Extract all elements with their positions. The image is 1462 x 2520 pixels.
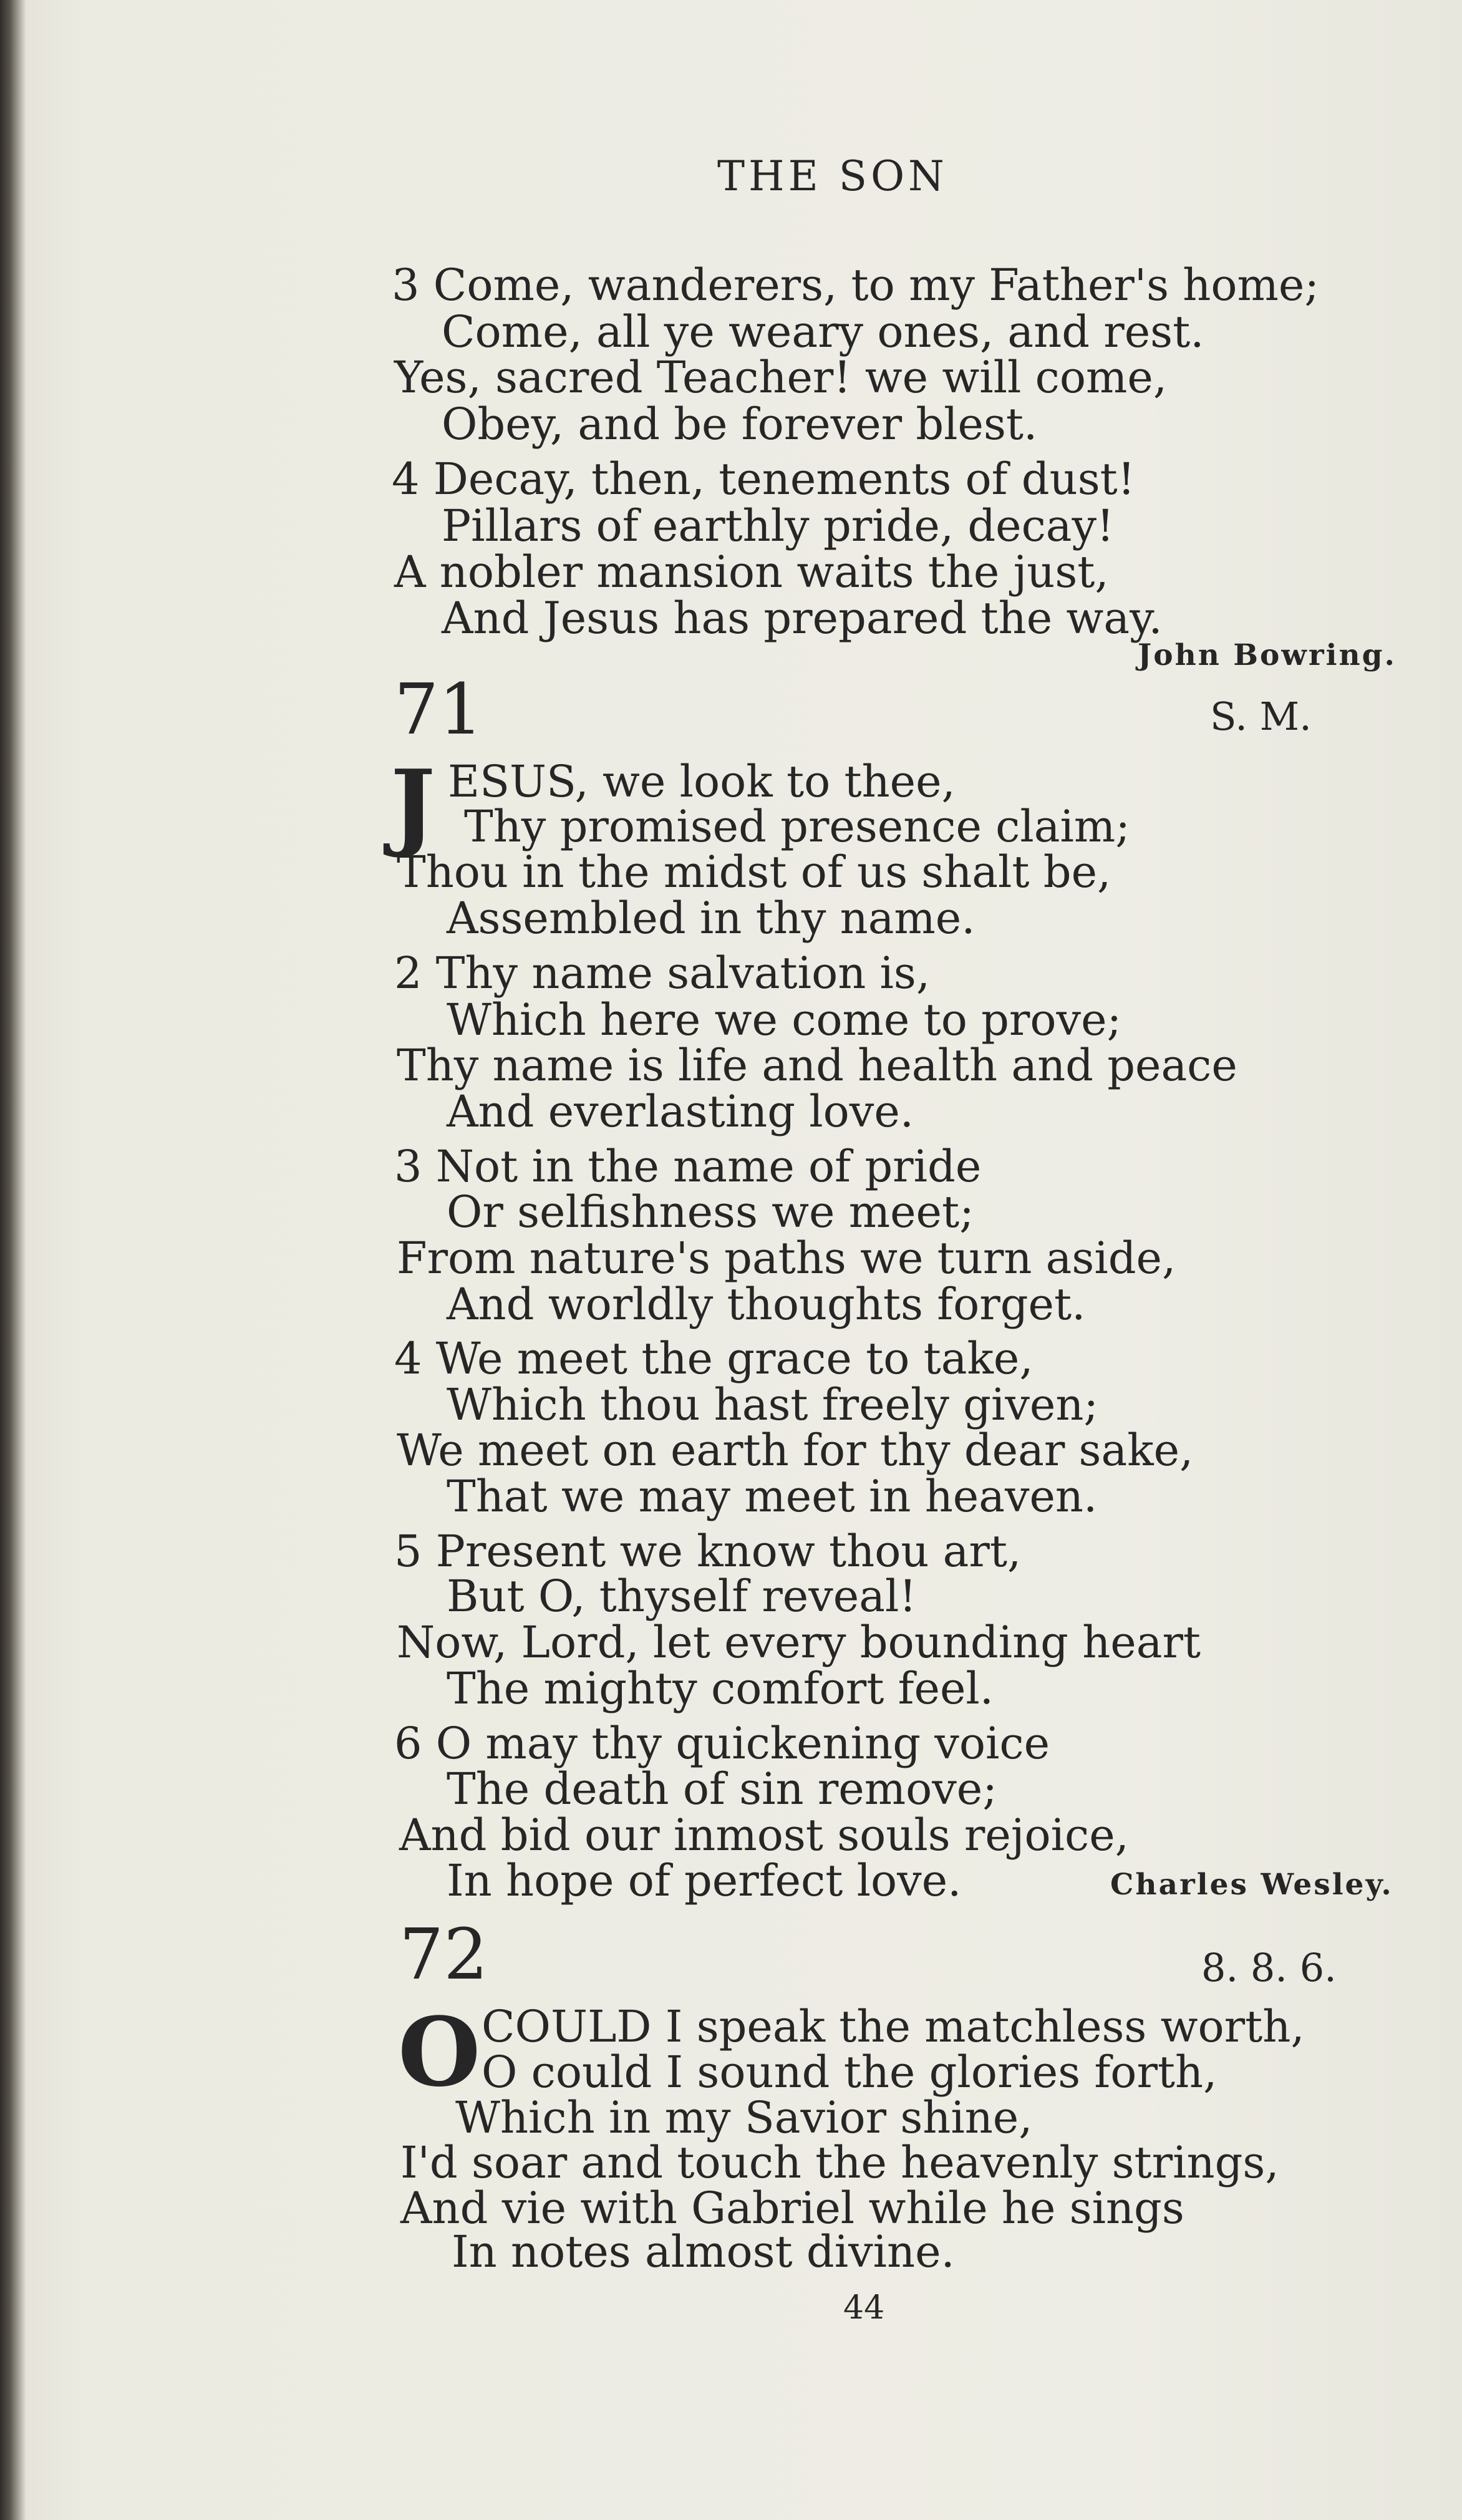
verse-line: Assembled in thy name. [447,893,975,944]
verse-line: And vie with Gabriel while he sings [400,2183,1184,2234]
verse-line: Thy name is life and health and peace [397,1040,1237,1091]
hymn-author: Charles Wesley. [1110,1868,1393,1902]
verse-line: 4 Decay, then, tenements of dust! [392,453,1135,505]
verse-line: Which in my Savior shine, [455,2092,1033,2143]
hymn-number: 72 [399,1914,488,1995]
page-number: 44 [843,2289,885,2327]
verse-line: Pillars of earthly pride, decay! [442,500,1115,551]
verse-line: Which here we come to prove; [447,994,1122,1045]
hymn-number: 71 [394,669,483,750]
verse-line: And Jesus has prepared the way. [442,593,1163,644]
verse-line: And bid our inmost souls rejoice, [399,1810,1129,1861]
verse-line: Yes, sacred Teacher! we will come, [394,352,1168,403]
verse-line: Obey, and be forever blest. [442,399,1038,450]
verse-line: I'd soar and touch the heavenly strings, [400,2137,1279,2188]
verse-line: In notes almost divine. [452,2226,955,2277]
verse-line: From nature's paths we turn aside, [397,1233,1176,1284]
verse-line: We meet on earth for thy dear sake, [397,1425,1194,1476]
drop-cap: J [390,749,435,860]
verse-line: 2 Thy name salvation is, [394,947,931,999]
verse-line: The mighty comfort feel. [447,1663,994,1714]
hymn-meter: 8. 8. 6. [1201,1945,1337,1990]
verse-line: 3 Not in the name of pride [394,1141,982,1192]
hymn-author: John Bowring. [1138,638,1397,672]
verse-line: 3 Come, wanderers, to my Father's home; [392,259,1319,311]
running-head: THE SON [717,152,948,200]
verse-line: A nobler mansion waits the just, [394,546,1109,598]
verse-line: Which thou hast freely given; [447,1379,1099,1430]
verse-line: Now, Lord, let every bounding heart [397,1617,1201,1668]
verse-line: Come, all ye weary ones, and rest. [442,306,1204,357]
verse-line: O could I sound the glories forth, [482,2047,1218,2098]
verse-line: In hope of perfect love. [447,1855,962,1906]
verse-line: But O, thyself reveal! [447,1571,917,1622]
verse-line: 5 Present we know thou art, [394,1526,1022,1577]
drop-cap: O [398,1996,481,2108]
verse-line: 4 We meet the grace to take, [394,1333,1034,1384]
verse-line: The death of sin remove; [447,1763,997,1815]
verse-line: And everlasting love. [447,1086,914,1137]
book-gutter [0,0,26,2520]
verse-line: 6 O may thy quickening voice [394,1718,1050,1769]
verse-line: That we may meet in heaven. [447,1471,1098,1522]
verse-line: Thou in the midst of us shalt be, [397,846,1111,898]
verse-line: ESUS, we look to thee, [448,756,956,807]
verse-line: Thy promised presence claim; [464,801,1130,852]
verse-line: And worldly thoughts forget. [447,1279,1086,1330]
hymn-meter: S. M. [1210,694,1312,739]
verse-line: Or selfishness we meet; [447,1186,974,1238]
verse-line: COULD I speak the matchless worth, [482,2001,1305,2052]
